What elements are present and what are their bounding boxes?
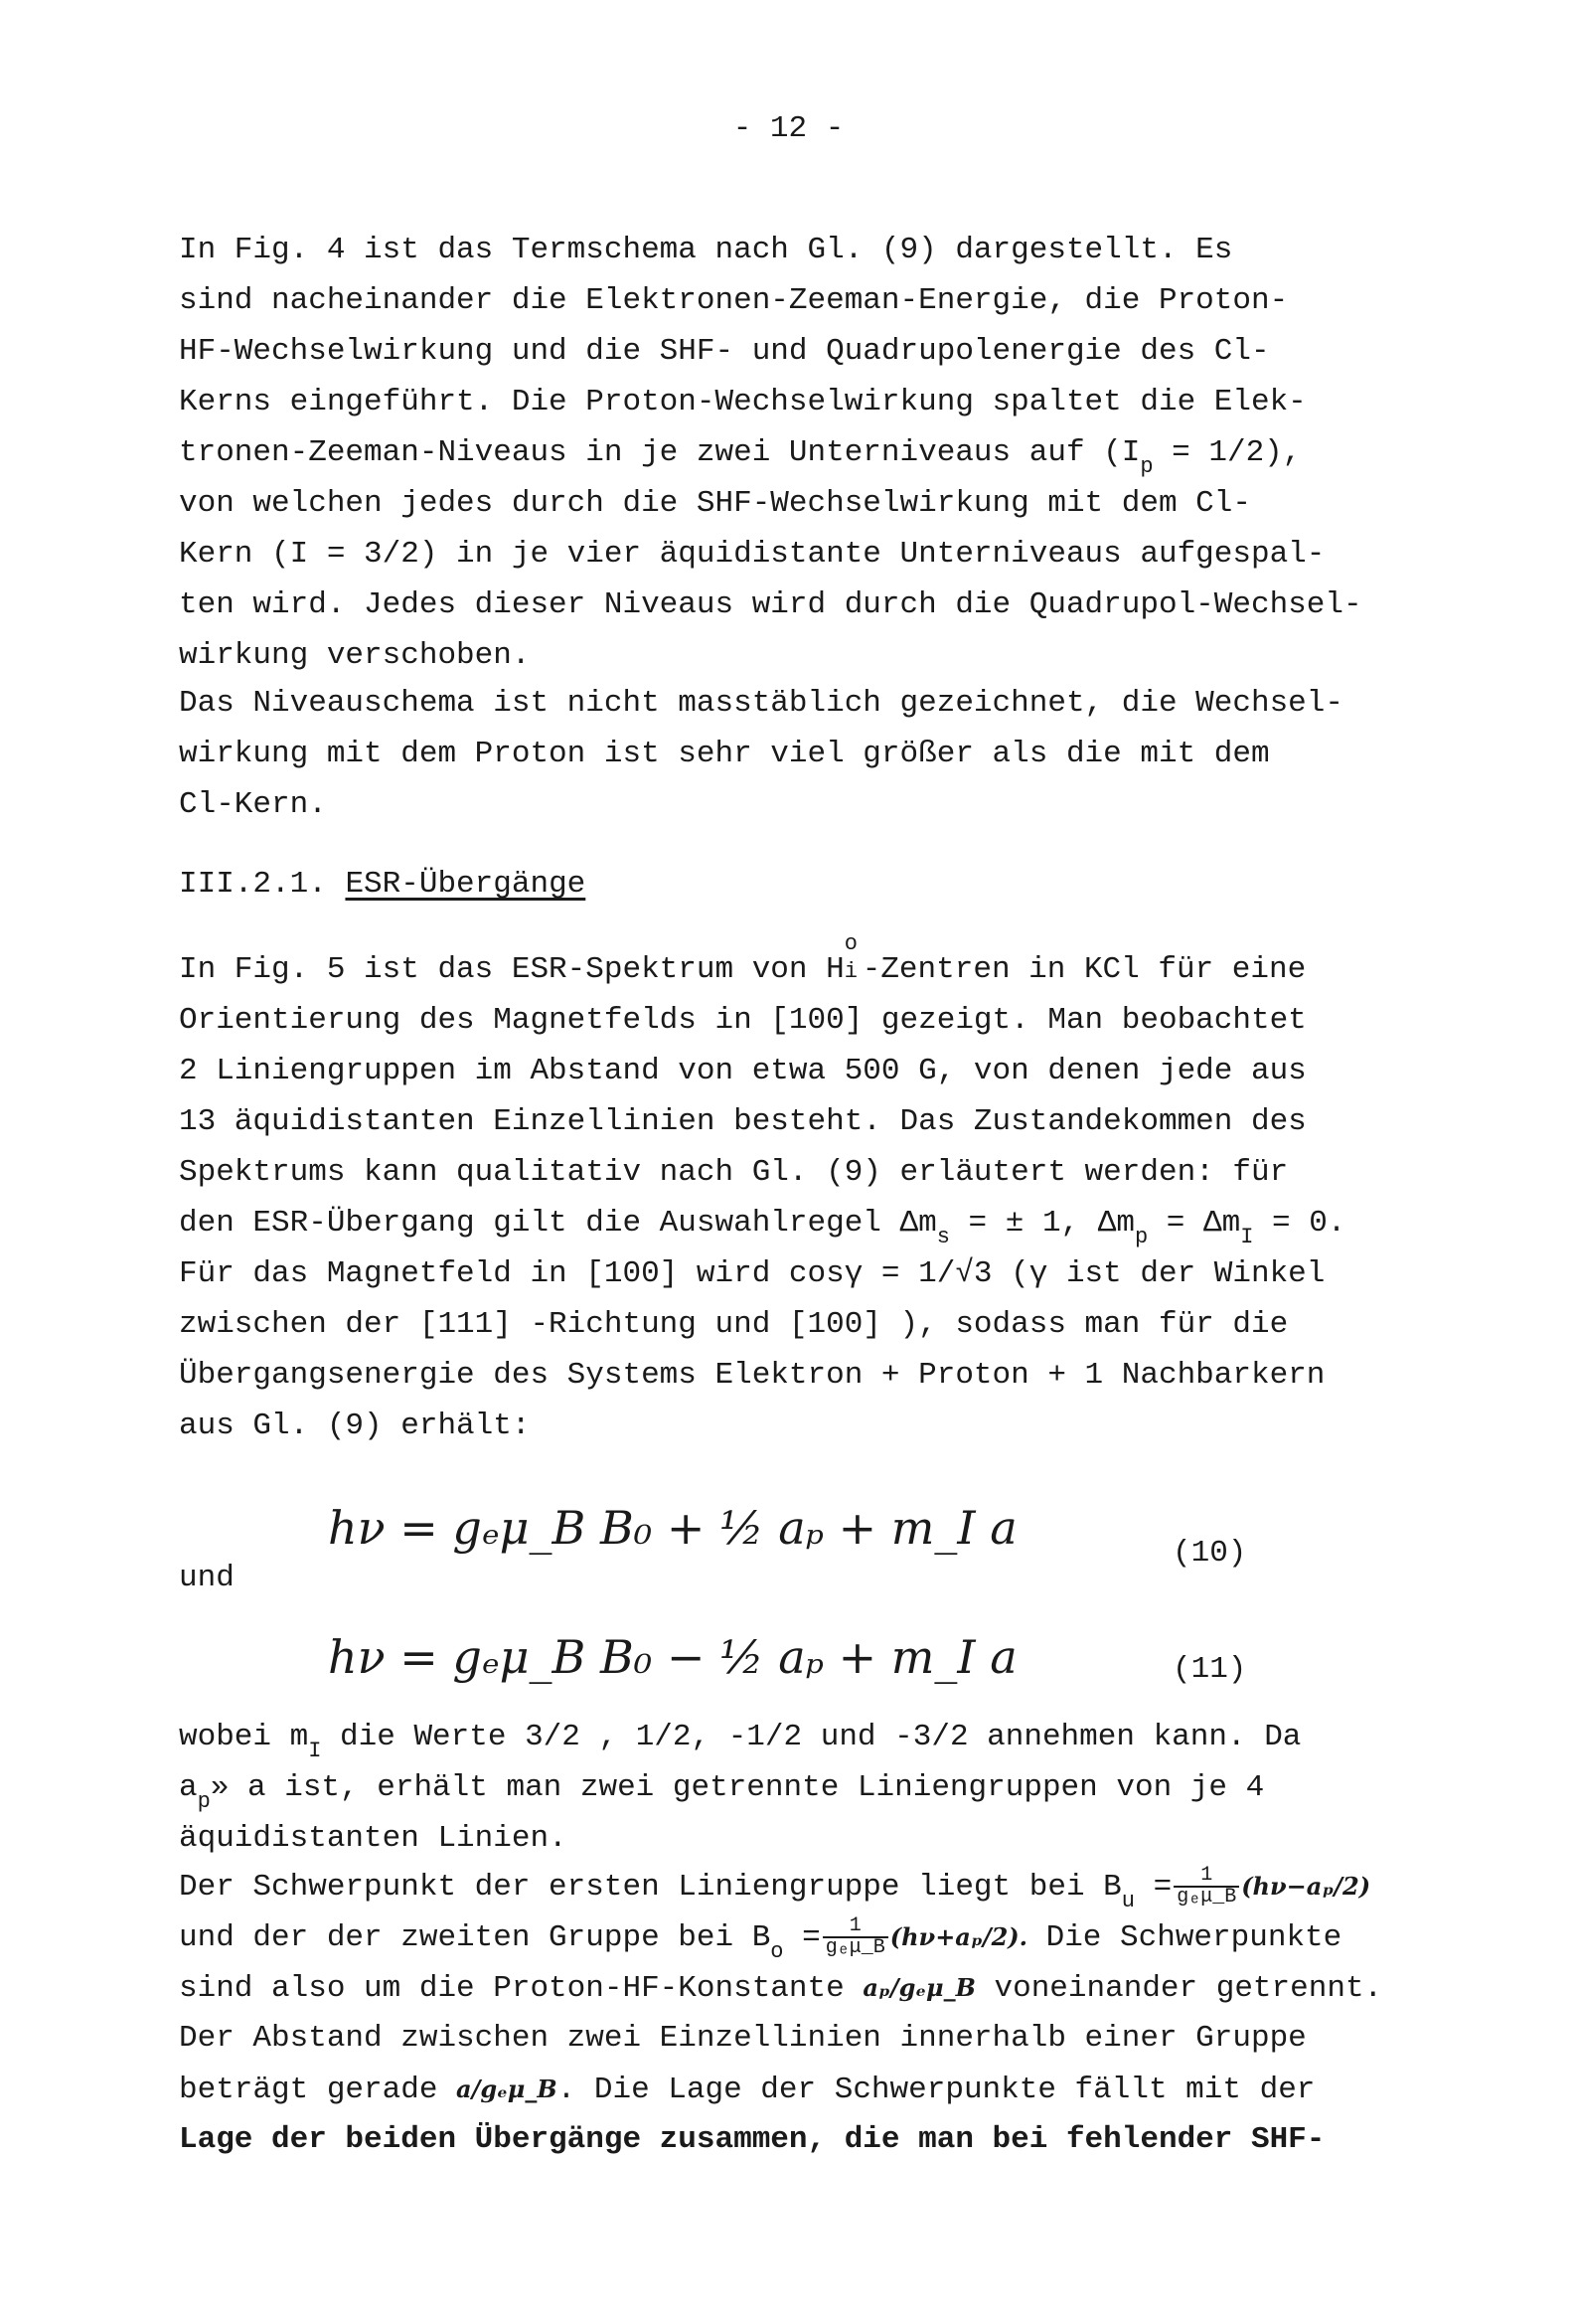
text-line: Kern (I = 3/2) in je vier äquidistante Unterniveaus aufgespal- <box>179 537 1326 572</box>
text-line <box>179 1861 1550 1911</box>
equals-sign: = <box>1153 1870 1173 1905</box>
connector-word: und <box>179 1561 235 1595</box>
text-segment: » a ist, erhält man zwei getrennte Liniengruppen von je 4 <box>210 1770 1265 1805</box>
equation-number-11: (11) <box>1173 1652 1247 1687</box>
text-segment: = ± 1, Δm <box>949 1206 1135 1241</box>
text-line: In Fig. 4 ist das Termschema nach Gl. (9) dargestellt. Es <box>179 233 1233 267</box>
subscript: p <box>197 1789 211 1814</box>
text-segment: = Δm <box>1148 1206 1241 1241</box>
text-segment: den ESR-Übergang gilt die Auswahlregel Δm <box>179 1206 937 1241</box>
subscript: i <box>844 959 858 984</box>
text-segment: voneinander getrennt. <box>975 1971 1383 2006</box>
text-line: wirkung verschoben. <box>179 638 531 673</box>
text-line: von welchen jedes durch die SHF-Wechselwirkung mit dem Cl- <box>179 486 1251 521</box>
fraction-numerator: 1 <box>823 1916 888 1938</box>
subscript: p <box>1140 454 1154 479</box>
subscript: p <box>1134 1225 1149 1249</box>
text-line <box>179 427 1550 478</box>
text-line <box>179 1762 1550 1813</box>
paragraph-termschema <box>179 225 1550 681</box>
text-segment: = 0. <box>1253 1206 1346 1241</box>
text-line: sind nacheinander die Elektronen-Zeeman-Energie, die Proton- <box>179 283 1289 318</box>
text-line: Für das Magnetfeld in [100] wird cosγ = 1/√3 (γ ist der Winkel <box>179 1256 1326 1291</box>
text-segment: die Werte 3/2 , 1/2, -1/2 und -3/2 annehmen kann. Da <box>321 1720 1302 1754</box>
superscript: o <box>844 931 858 956</box>
fraction <box>1174 1863 1239 1909</box>
equation-11: hν = gₑμ_B B₀ − ½ aₚ + m_I a <box>328 1630 1018 1684</box>
text-line: Das Niveauschema ist nicht masstäblich gezeichnet, die Wechsel- <box>179 686 1343 721</box>
handwritten-expression: (hν−aₚ/2) <box>1241 1872 1371 1901</box>
text-line: 2 Liniengruppen im Abstand von etwa 500 G, von denen jede aus <box>179 1054 1307 1088</box>
text-line: Der Abstand zwischen zwei Einzellinien innerhalb einer Gruppe <box>179 2021 1307 2056</box>
text-segment: und der der zweiten Gruppe bei B <box>179 1920 771 1955</box>
paragraph-wobei <box>179 1712 1550 1864</box>
text-line <box>179 1911 1550 1962</box>
paragraph-esr-spektrum <box>179 931 1550 1451</box>
paragraph-niveauschema <box>179 678 1550 830</box>
equation-10: hν = gₑμ_B B₀ + ½ aₚ + m_I a <box>328 1501 1018 1555</box>
text-segment: = 1/2), <box>1153 435 1302 470</box>
text-line: Cl-Kern. <box>179 787 327 822</box>
text-segment: In Fig. 5 ist das ESR-Spektrum von H <box>179 952 845 987</box>
subscript: u <box>1121 1889 1135 1913</box>
fraction-denominator: gₑμ_B <box>825 1935 885 1959</box>
fraction <box>823 1913 888 1959</box>
subscript: I <box>308 1739 322 1763</box>
text-line: Lage der beiden Übergänge zusammen, die man bei fehlender SHF- <box>179 2122 1326 2157</box>
text-segment: sind also um die Proton-HF-Konstante <box>179 1971 864 2006</box>
text-line: Kerns eingeführt. Die Proton-Wechselwirkung spaltet die Elek- <box>179 385 1307 419</box>
text-line: Orientierung des Magnetfelds in [100] gezeigt. Man beobachtet <box>179 1003 1307 1038</box>
text-segment: Der Schwerpunkt der ersten Liniengruppe liegt bei B <box>179 1870 1122 1905</box>
text-segment: . Die Lage der Schwerpunkte fällt mit der <box>556 2073 1316 2107</box>
text-line: aus Gl. (9) erhält: <box>179 1409 531 1443</box>
text-line <box>179 2064 1550 2114</box>
paragraph-schwerpunkt <box>179 1861 1550 2165</box>
text-segment: beträgt gerade <box>179 2073 457 2107</box>
section-number: III.2.1. <box>179 867 327 902</box>
text-line: HF-Wechselwirkung und die SHF- und Quadrupolenergie des Cl- <box>179 334 1270 369</box>
page-number: - 12 - <box>732 111 845 146</box>
section-title: ESR-Übergänge <box>345 867 586 902</box>
handwritten-expression: aₚ/gₑμ_B <box>863 1973 976 2002</box>
section-heading <box>179 867 585 902</box>
equals-sign: = <box>802 1920 821 1955</box>
subscript: s <box>936 1225 950 1249</box>
equation-number-10: (10) <box>1173 1536 1247 1571</box>
text-line: ten wird. Jedes dieser Niveaus wird durch die Quadrupol-Wechsel- <box>179 587 1362 622</box>
text-segment: a <box>179 1770 198 1805</box>
text-segment: Die Schwerpunkte <box>1027 1920 1342 1955</box>
subscript: I <box>1240 1225 1254 1249</box>
text-line: 13 äquidistanten Einzellinien besteht. Das Zustandekommen des <box>179 1104 1307 1139</box>
handwritten-expression: (hν+aₚ/2). <box>889 1922 1027 1951</box>
subscript: o <box>770 1939 784 1964</box>
text-line <box>179 1712 1550 1762</box>
text-line: Spektrums kann qualitativ nach Gl. (9) erläutert werden: für <box>179 1155 1289 1190</box>
text-segment: wobei m <box>179 1720 309 1754</box>
text-segment: tronen-Zeeman-Niveaus in je zwei Unterniveaus auf (I <box>179 435 1141 470</box>
text-segment: -Zentren in KCl für eine <box>862 952 1307 987</box>
text-line: wirkung mit dem Proton ist sehr viel größer als die mit dem <box>179 737 1270 771</box>
text-line: Übergangsenergie des Systems Elektron + Proton + 1 Nachbarkern <box>179 1358 1326 1393</box>
text-line <box>179 931 1550 995</box>
fraction-denominator: gₑμ_B <box>1177 1885 1237 1909</box>
text-line: äquidistanten Linien. <box>179 1821 567 1856</box>
fraction-numerator: 1 <box>1174 1866 1239 1888</box>
handwritten-expression: a/gₑμ_B <box>456 2075 557 2103</box>
text-line: zwischen der [111] -Richtung und [100] ), sodass man für die <box>179 1307 1289 1342</box>
text-line <box>179 1962 1550 2013</box>
text-line <box>179 1198 1550 1248</box>
sup-sub-stack <box>844 931 863 984</box>
